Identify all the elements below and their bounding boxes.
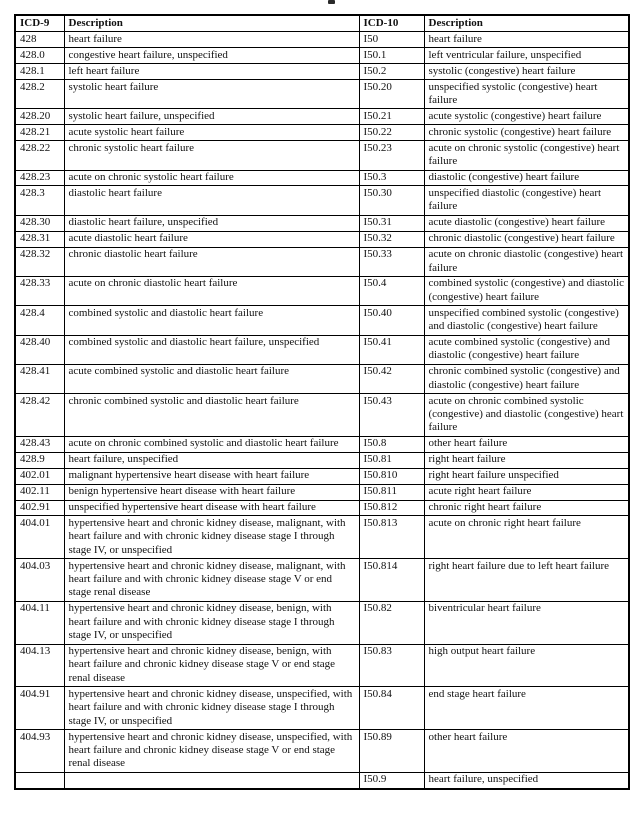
table-row: [15, 306, 629, 335]
table-row: [15, 215, 629, 231]
table-row: [15, 64, 629, 80]
table-row: [15, 516, 629, 559]
icd10-code-cell: I50.813: [359, 516, 424, 559]
icd9-code-cell: 428.42: [15, 394, 64, 437]
icd10-code-cell: I50.812: [359, 500, 424, 516]
icd10-description-cell: acute on chronic systolic (congestive) heart failure: [424, 141, 629, 170]
icd9-code-cell: 404.91: [15, 687, 64, 730]
icd10-description-cell: combined systolic (congestive) and diastolic (congestive) heart failure: [424, 276, 629, 305]
icd10-code-cell: I50.22: [359, 125, 424, 141]
table-row: [15, 247, 629, 276]
table-row: [15, 601, 629, 644]
icd9-description-cell: heart failure, unspecified: [64, 452, 359, 468]
icd9-code-cell: 402.11: [15, 484, 64, 500]
icd9-description-cell: hypertensive heart and chronic kidney disease, malignant, with heart failure and with chronic kidney disease stage V or end stage renal disease: [64, 559, 359, 602]
icd9-code-cell: 428.21: [15, 125, 64, 141]
icd10-code-cell: I50.3: [359, 170, 424, 186]
icd10-code-cell: I50.810: [359, 468, 424, 484]
icd9-description-cell: hypertensive heart and chronic kidney disease, malignant, with heart failure and with chronic kidney disease stage I through stage IV, or unspecified: [64, 516, 359, 559]
icd10-description-cell: biventricular heart failure: [424, 601, 629, 644]
icd9-description-cell: hypertensive heart and chronic kidney disease, benign, with heart failure and with chronic kidney disease stage I through stage IV, or unspecified: [64, 601, 359, 644]
icd9-description-cell: chronic combined systolic and diastolic heart failure: [64, 394, 359, 437]
table-row: [15, 186, 629, 215]
table-row: [15, 559, 629, 602]
icd10-description-cell: heart failure, unspecified: [424, 772, 629, 788]
icd9-code-cell: 404.11: [15, 601, 64, 644]
icd10-description-cell: acute on chronic combined systolic (congestive) and diastolic (congestive) heart failure: [424, 394, 629, 437]
icd10-code-cell: I50.84: [359, 687, 424, 730]
icd9-code-cell: 428.41: [15, 364, 64, 393]
icd10-description-cell: acute on chronic diastolic (congestive) heart failure: [424, 247, 629, 276]
icd10-code-cell: I50.21: [359, 109, 424, 125]
table-row: [15, 276, 629, 305]
table-row: [15, 452, 629, 468]
icd9-code-cell: 428.9: [15, 452, 64, 468]
table-row: [15, 500, 629, 516]
icd9-description-cell: acute on chronic systolic heart failure: [64, 170, 359, 186]
icd9-code-cell: 428.23: [15, 170, 64, 186]
icd9-code-cell: 428.1: [15, 64, 64, 80]
icd10-code-cell: I50.20: [359, 80, 424, 109]
icd10-description-cell: acute systolic (congestive) heart failure: [424, 109, 629, 125]
icd10-code-cell: I50.82: [359, 601, 424, 644]
icd9-code-cell: 402.91: [15, 500, 64, 516]
table-row: [15, 170, 629, 186]
icd9-code-cell: 428.22: [15, 141, 64, 170]
icd9-code-cell: 428: [15, 32, 64, 48]
icd9-code-cell: 428.20: [15, 109, 64, 125]
table-row: [15, 730, 629, 773]
table-row: [15, 364, 629, 393]
icd9-code-cell: 428.3: [15, 186, 64, 215]
icd10-description-cell: right heart failure unspecified: [424, 468, 629, 484]
icd9-description-cell: hypertensive heart and chronic kidney disease, unspecified, with heart failure and with chronic kidney disease stage I through stage IV, or unspecified: [64, 687, 359, 730]
icd9-code-cell: [15, 772, 64, 788]
icd9-code-cell: 428.32: [15, 247, 64, 276]
icd10-description-cell: chronic combined systolic (congestive) and diastolic (congestive) heart failure: [424, 364, 629, 393]
icd9-description-cell: combined systolic and diastolic heart failure, unspecified: [64, 335, 359, 364]
table-row: [15, 484, 629, 500]
icd9-description-cell: hypertensive heart and chronic kidney disease, unspecified, with heart failure and chronic kidney disease stage V or end stage renal disease: [64, 730, 359, 773]
icd9-description-cell: left heart failure: [64, 64, 359, 80]
table-row: [15, 80, 629, 109]
icd10-code-cell: I50.814: [359, 559, 424, 602]
icd10-description-cell: other heart failure: [424, 730, 629, 773]
icd9-description-cell: diastolic heart failure, unspecified: [64, 215, 359, 231]
table-row: [15, 394, 629, 437]
icd10-description-cell: unspecified combined systolic (congestive) and diastolic (congestive) heart failure: [424, 306, 629, 335]
icd10-description-cell: heart failure: [424, 32, 629, 48]
icd10-description-cell: acute diastolic (congestive) heart failure: [424, 215, 629, 231]
table-row: [15, 32, 629, 48]
icd10-description-cell: left ventricular failure, unspecified: [424, 48, 629, 64]
table-row: [15, 48, 629, 64]
icd9-code-cell: 404.01: [15, 516, 64, 559]
icd9-code-cell: 404.03: [15, 559, 64, 602]
icd10-code-cell: I50.42: [359, 364, 424, 393]
icd9-description-cell: systolic heart failure: [64, 80, 359, 109]
column-header-icd10-desc: Description: [424, 15, 629, 32]
table-row: [15, 125, 629, 141]
icd10-description-cell: chronic right heart failure: [424, 500, 629, 516]
icd10-code-cell: I50.41: [359, 335, 424, 364]
icd10-description-cell: systolic (congestive) heart failure: [424, 64, 629, 80]
table-body: [15, 32, 629, 789]
icd9-icd10-mapping-table: [14, 14, 630, 790]
icd10-code-cell: I50.32: [359, 231, 424, 247]
icd10-code-cell: I50.81: [359, 452, 424, 468]
icd9-description-cell: combined systolic and diastolic heart failure: [64, 306, 359, 335]
header-row: [15, 15, 629, 32]
icd10-code-cell: I50.1: [359, 48, 424, 64]
icd9-code-cell: 428.4: [15, 306, 64, 335]
icd10-description-cell: high output heart failure: [424, 644, 629, 687]
icd9-description-cell: acute systolic heart failure: [64, 125, 359, 141]
icd9-code-cell: 428.0: [15, 48, 64, 64]
icd9-code-cell: 404.93: [15, 730, 64, 773]
icd9-description-cell: systolic heart failure, unspecified: [64, 109, 359, 125]
cropped-caption-fragment: [328, 0, 335, 4]
table-row: [15, 109, 629, 125]
icd9-code-cell: 404.13: [15, 644, 64, 687]
icd9-description-cell: chronic systolic heart failure: [64, 141, 359, 170]
icd9-code-cell: 428.43: [15, 436, 64, 452]
icd10-description-cell: acute combined systolic (congestive) and diastolic (congestive) heart failure: [424, 335, 629, 364]
table-row: [15, 772, 629, 788]
icd9-description-cell: heart failure: [64, 32, 359, 48]
icd9-code-cell: 428.40: [15, 335, 64, 364]
icd10-code-cell: I50.8: [359, 436, 424, 452]
column-header-icd9: ICD-9: [15, 15, 64, 32]
column-header-icd10: ICD-10: [359, 15, 424, 32]
icd9-description-cell: acute on chronic diastolic heart failure: [64, 276, 359, 305]
icd10-description-cell: unspecified systolic (congestive) heart failure: [424, 80, 629, 109]
table-header: [15, 15, 629, 32]
icd9-code-cell: 428.30: [15, 215, 64, 231]
icd10-code-cell: I50.9: [359, 772, 424, 788]
icd9-code-cell: 428.2: [15, 80, 64, 109]
icd9-description-cell: acute combined systolic and diastolic heart failure: [64, 364, 359, 393]
icd9-description-cell: hypertensive heart and chronic kidney disease, benign, with heart failure and chronic kidney disease stage V or end stage renal disease: [64, 644, 359, 687]
icd9-description-cell: acute on chronic combined systolic and diastolic heart failure: [64, 436, 359, 452]
icd9-description-cell: congestive heart failure, unspecified: [64, 48, 359, 64]
icd10-code-cell: I50: [359, 32, 424, 48]
icd10-code-cell: I50.4: [359, 276, 424, 305]
icd10-code-cell: I50.89: [359, 730, 424, 773]
table-row: [15, 687, 629, 730]
icd10-description-cell: chronic diastolic (congestive) heart failure: [424, 231, 629, 247]
icd9-description-cell: benign hypertensive heart disease with heart failure: [64, 484, 359, 500]
icd10-description-cell: acute on chronic right heart failure: [424, 516, 629, 559]
icd9-description-cell: chronic diastolic heart failure: [64, 247, 359, 276]
icd9-code-cell: 402.01: [15, 468, 64, 484]
icd10-description-cell: acute right heart failure: [424, 484, 629, 500]
icd10-description-cell: end stage heart failure: [424, 687, 629, 730]
icd10-description-cell: right heart failure due to left heart failure: [424, 559, 629, 602]
icd10-code-cell: I50.33: [359, 247, 424, 276]
icd9-description-cell: [64, 772, 359, 788]
icd9-code-cell: 428.33: [15, 276, 64, 305]
icd9-description-cell: acute diastolic heart failure: [64, 231, 359, 247]
icd10-code-cell: I50.83: [359, 644, 424, 687]
table-row: [15, 335, 629, 364]
table-row: [15, 141, 629, 170]
icd9-description-cell: unspecified hypertensive heart disease with heart failure: [64, 500, 359, 516]
icd10-code-cell: I50.30: [359, 186, 424, 215]
icd10-description-cell: unspecified diastolic (congestive) heart failure: [424, 186, 629, 215]
icd10-description-cell: other heart failure: [424, 436, 629, 452]
table-row: [15, 231, 629, 247]
icd10-code-cell: I50.2: [359, 64, 424, 80]
icd10-description-cell: diastolic (congestive) heart failure: [424, 170, 629, 186]
icd10-code-cell: I50.811: [359, 484, 424, 500]
table-row: [15, 644, 629, 687]
column-header-icd9-desc: Description: [64, 15, 359, 32]
icd9-description-cell: diastolic heart failure: [64, 186, 359, 215]
icd10-description-cell: chronic systolic (congestive) heart failure: [424, 125, 629, 141]
icd10-code-cell: I50.43: [359, 394, 424, 437]
icd9-code-cell: 428.31: [15, 231, 64, 247]
icd10-code-cell: I50.31: [359, 215, 424, 231]
icd10-code-cell: I50.40: [359, 306, 424, 335]
table-row: [15, 436, 629, 452]
icd9-description-cell: malignant hypertensive heart disease with heart failure: [64, 468, 359, 484]
icd10-code-cell: I50.23: [359, 141, 424, 170]
icd10-description-cell: right heart failure: [424, 452, 629, 468]
table-row: [15, 468, 629, 484]
